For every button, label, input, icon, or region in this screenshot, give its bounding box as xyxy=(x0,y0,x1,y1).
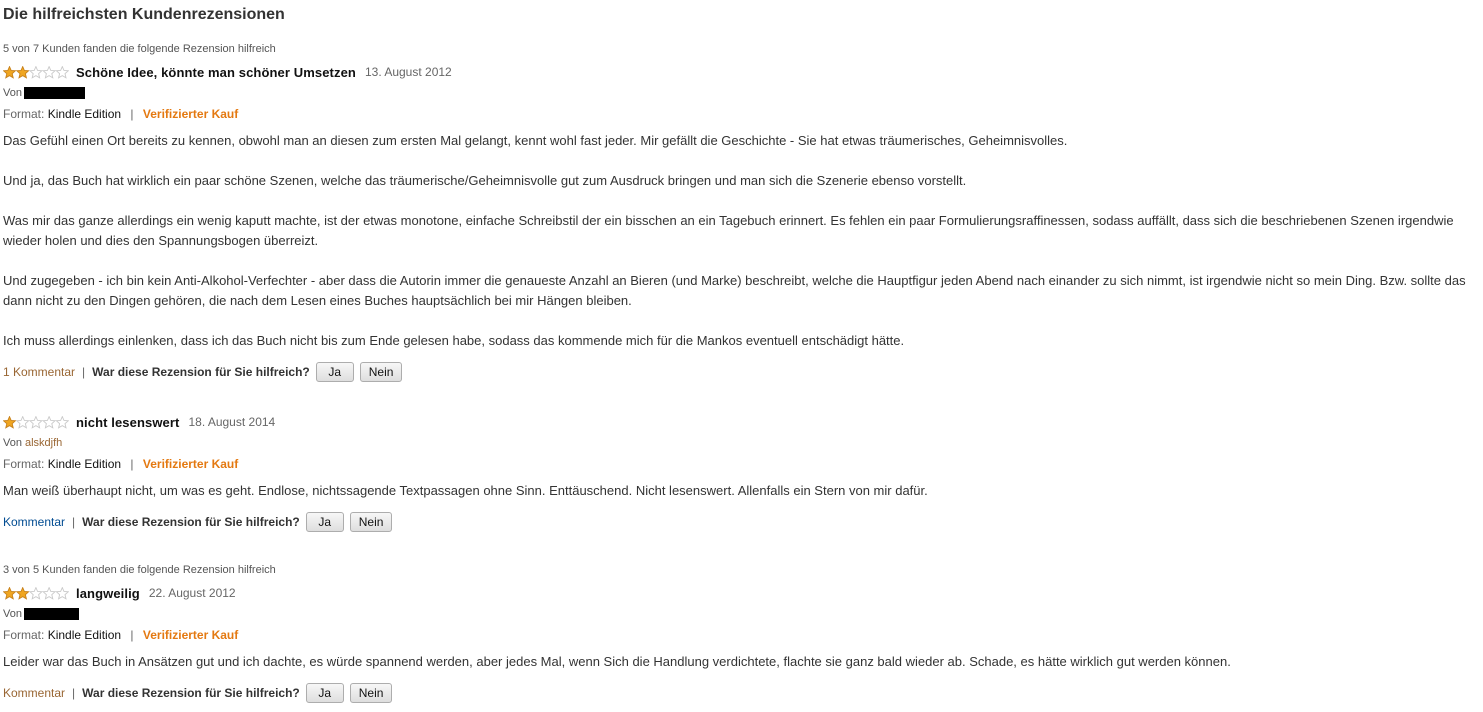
helpful-count: 3 von 5 Kunden fanden die folgende Rezension hilfreich xyxy=(3,564,276,576)
review-title-line xyxy=(3,64,452,80)
comment-link[interactable]: Kommentar xyxy=(3,515,66,529)
format-value: Kindle Edition xyxy=(47,107,122,121)
comment-link[interactable]: 1 Kommentar xyxy=(3,365,76,379)
review-paragraph: Das Gefühl einen Ort bereits zu kennen, obwohl man an diesen zum ersten Mal gelangt, kennt wohl fast jeder. Mir gefällt die Geschichte - Sie hat etwas träumerisches, Geheimnisvolles. xyxy=(3,133,1068,148)
helpful-count: 5 von 7 Kunden fanden die folgende Rezension hilfreich xyxy=(3,43,276,55)
by-label: Von xyxy=(3,87,22,99)
section-title: Die hilfreichsten Kundenrezensionen xyxy=(3,6,285,23)
format-label: Format: xyxy=(3,107,45,121)
review-date: 22. August 2012 xyxy=(148,586,236,600)
review-body xyxy=(3,131,1479,351)
separator: | xyxy=(130,628,134,642)
review-body xyxy=(3,652,1479,672)
vote-no-button[interactable]: Nein xyxy=(360,362,403,382)
star-rating-icon xyxy=(3,416,69,429)
vote-yes-button[interactable]: Ja xyxy=(306,683,344,703)
star-empty-icon xyxy=(56,416,68,427)
review-date: 13. August 2012 xyxy=(364,65,452,79)
review-title-line xyxy=(3,414,275,430)
review-footer xyxy=(3,683,398,703)
review-title[interactable]: langweilig xyxy=(76,585,140,601)
star-empty-icon xyxy=(43,416,55,427)
star-empty-icon xyxy=(30,416,42,427)
star-empty-icon xyxy=(43,66,55,77)
review-title[interactable]: nicht lesenswert xyxy=(76,414,180,430)
separator: | xyxy=(130,457,134,471)
format-line xyxy=(3,457,238,471)
star-empty-icon xyxy=(43,587,55,598)
review-paragraph: Leider war das Buch in Ansätzen gut und ich dachte, es würde spannend werden, aber jedes Mal, wenn Sich die Handlung verdichtete, flachte sie ganz bald wieder ab. Schade, es hätte wirklich gut werden können. xyxy=(3,654,1231,669)
author-link[interactable]: alskdjfh xyxy=(24,437,63,449)
separator: | xyxy=(130,107,134,121)
review-paragraph: Man weiß überhaupt nicht, um was es geht. Endlose, nichtssagende Textpassagen ohne Sinn. Enttäuschend. Nicht lesenswert. Allenfalls ein Stern von mir dafür. xyxy=(3,483,928,498)
author-redacted xyxy=(24,87,85,99)
star-filled-icon xyxy=(4,416,16,427)
star-rating-icon xyxy=(3,587,69,600)
review-date: 18. August 2014 xyxy=(188,415,276,429)
review-footer xyxy=(3,362,408,382)
review-byline xyxy=(3,437,62,449)
format-line xyxy=(3,107,238,121)
review-paragraph: Und zugegeben - ich bin kein Anti-Alkohol-Verfechter - aber dass die Autorin immer die genaueste Anzahl an Bieren (und Marke) beschreibt, welche die Hauptfigur jeden Abend nach einander zu sich nimmt, ist irgendwie nicht so mein Ding. Bzw. sollte das dann nicht zu den Dingen gehören, die nach dem Lesen eines Buches hauptsächlich bei mir Hängen bleiben. xyxy=(3,273,1466,308)
review-paragraph: Was mir das ganze allerdings ein wenig kaputt machte, ist der etwas monotone, einfache Schreibstil der ein bisschen an ein Tagebuch erinnert. Es fehlen ein paar Formulierungsraffinessen, sodass auffällt, dass sich die beschriebenen Szenen irgendwie wieder holen und dies den Spannungsbogen überreizt. xyxy=(3,213,1454,248)
verified-purchase-badge: Verifizierter Kauf xyxy=(142,628,239,642)
review-byline xyxy=(3,608,79,620)
vote-no-button[interactable]: Nein xyxy=(350,683,393,703)
review-title-line xyxy=(3,585,236,601)
comment-link[interactable]: Kommentar xyxy=(3,686,66,700)
verified-purchase-badge: Verifizierter Kauf xyxy=(142,107,239,121)
helpful-question: War diese Rezension für Sie hilfreich? xyxy=(92,365,310,379)
review-footer xyxy=(3,512,398,532)
by-label: Von xyxy=(3,608,22,620)
review-title[interactable]: Schöne Idee, könnte man schöner Umsetzen xyxy=(76,64,356,80)
star-filled-icon xyxy=(17,587,29,598)
format-label: Format: xyxy=(3,628,45,642)
star-empty-icon xyxy=(30,66,42,77)
separator: | xyxy=(82,365,86,379)
separator: | xyxy=(72,686,76,700)
by-label: Von xyxy=(3,437,22,449)
star-empty-icon xyxy=(30,587,42,598)
format-value: Kindle Edition xyxy=(47,457,122,471)
format-value: Kindle Edition xyxy=(47,628,122,642)
star-filled-icon xyxy=(17,66,29,77)
helpful-question: War diese Rezension für Sie hilfreich? xyxy=(82,515,300,529)
star-filled-icon xyxy=(4,66,16,77)
review-paragraph: Und ja, das Buch hat wirklich ein paar schöne Szenen, welche das träumerische/Geheimnisvolle gut zum Ausdruck bringen und man sich die Szenerie ebenso vorstellt. xyxy=(3,173,967,188)
verified-purchase-badge: Verifizierter Kauf xyxy=(142,457,239,471)
vote-no-button[interactable]: Nein xyxy=(350,512,393,532)
author-redacted xyxy=(24,608,79,620)
format-line xyxy=(3,628,238,642)
star-empty-icon xyxy=(56,66,68,77)
format-label: Format: xyxy=(3,457,45,471)
star-empty-icon xyxy=(56,587,68,598)
review-body xyxy=(3,481,1479,501)
review-byline xyxy=(3,87,85,99)
review-paragraph: Ich muss allerdings einlenken, dass ich das Buch nicht bis zum Ende gelesen habe, sodass das kommende mich für die Mankos eventuell entschädigt hätte. xyxy=(3,333,905,348)
star-rating-icon xyxy=(3,66,69,79)
helpful-question: War diese Rezension für Sie hilfreich? xyxy=(82,686,300,700)
star-filled-icon xyxy=(4,587,16,598)
vote-yes-button[interactable]: Ja xyxy=(316,362,354,382)
star-empty-icon xyxy=(17,416,29,427)
vote-yes-button[interactable]: Ja xyxy=(306,512,344,532)
separator: | xyxy=(72,515,76,529)
